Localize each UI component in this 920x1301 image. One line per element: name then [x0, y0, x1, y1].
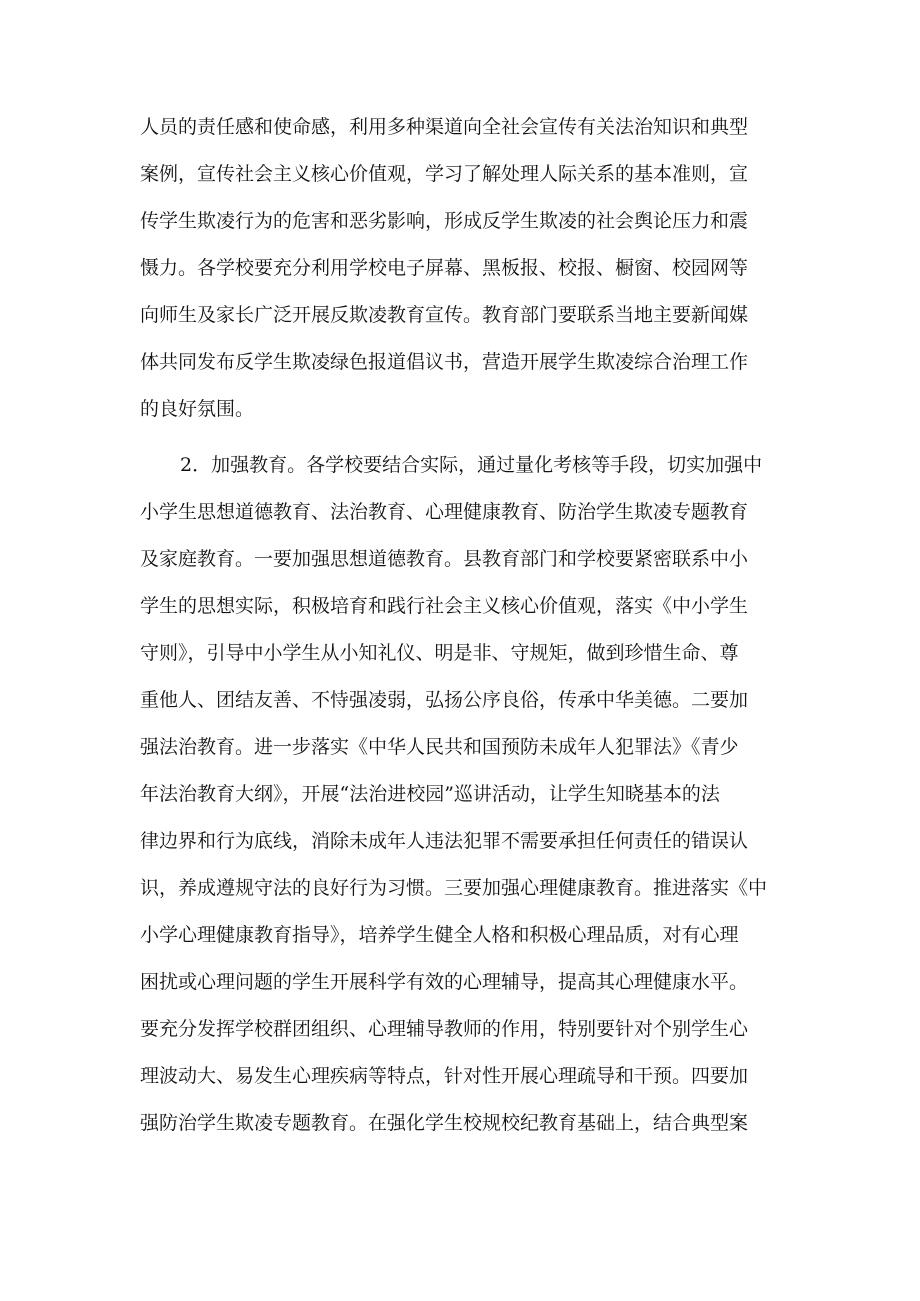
text-line: 体共同发布反学生欺凌绿色报道倡议书，营造开展学生欺凌综合治理工作: [140, 351, 749, 373]
text-line: 识，养成遵规守法的良好行为习惯。三要加强心理健康教育。推进落实《中: [140, 877, 768, 899]
text-line: 要充分发挥学校群团组织、心理辅导教师的作用，特别要针对个别学生心: [140, 1018, 749, 1040]
text-line: 困扰或心理问题的学生开展科学有效的心理辅导，提高其心理健康水平。: [140, 971, 749, 993]
text-line: 人员的责任感和使命感，利用多种渠道向全社会宣传有关法治知识和典型: [140, 116, 749, 138]
text-line: 重他人、团结友善、不恃强凌弱，弘扬公序良俗，传承中华美德。二要加: [140, 689, 749, 711]
text-line: 传学生欺凌行为的危害和恶劣影响，形成反学生欺凌的社会舆论压力和震: [140, 210, 749, 232]
paragraph-first-line: 2．加强教育。各学校要结合实际，通过量化考核等手段，切实加强中: [180, 454, 763, 476]
text-line: 强法治教育。进一步落实《中华人民共和国预防未成年人犯罪法》《青少: [140, 736, 739, 758]
text-line: 年法治教育大纲》，开展“法治进校园”巡讲活动，让学生知晓基本的法: [140, 783, 720, 805]
text-line: 案例，宣传社会主义核心价值观，学习了解处理人际关系的基本准则，宣: [140, 163, 749, 185]
text-line: 小学生思想道德教育、法治教育、心理健康教育、防治学生欺凌专题教育: [140, 501, 749, 523]
text-line: 强防治学生欺凌专题教育。在强化学生校规校纪教育基础上，结合典型案: [140, 1112, 749, 1134]
text-line: 及家庭教育。一要加强思想道德教育。县教育部门和学校要紧密联系中小: [140, 548, 749, 570]
text-line: 的良好氛围。: [140, 398, 255, 420]
text-line: 律边界和行为底线，消除未成年人违法犯罪不需要承担任何责任的错误认: [140, 830, 749, 852]
text-line: 向师生及家长广泛开展反欺凌教育宣传。教育部门要联系当地主要新闻媒: [140, 304, 749, 326]
text-line: 慑力。各学校要充分利用学校电子屏幕、黑板报、校报、橱窗、校园网等: [140, 257, 749, 279]
text-line: 小学心理健康教育指导》，培养学生健全人格和积极心理品质，对有心理: [140, 924, 739, 946]
text-line: 理波动大、易发生心理疾病等特点，针对性开展心理疏导和干预。四要加: [140, 1065, 749, 1087]
text-line: 守则》，引导中小学生从小知礼仪、明是非、守规矩，做到珍惜生命、尊: [140, 642, 739, 664]
text-line: 学生的思想实际，积极培育和践行社会主义核心价值观，落实《中小学生: [140, 595, 749, 617]
